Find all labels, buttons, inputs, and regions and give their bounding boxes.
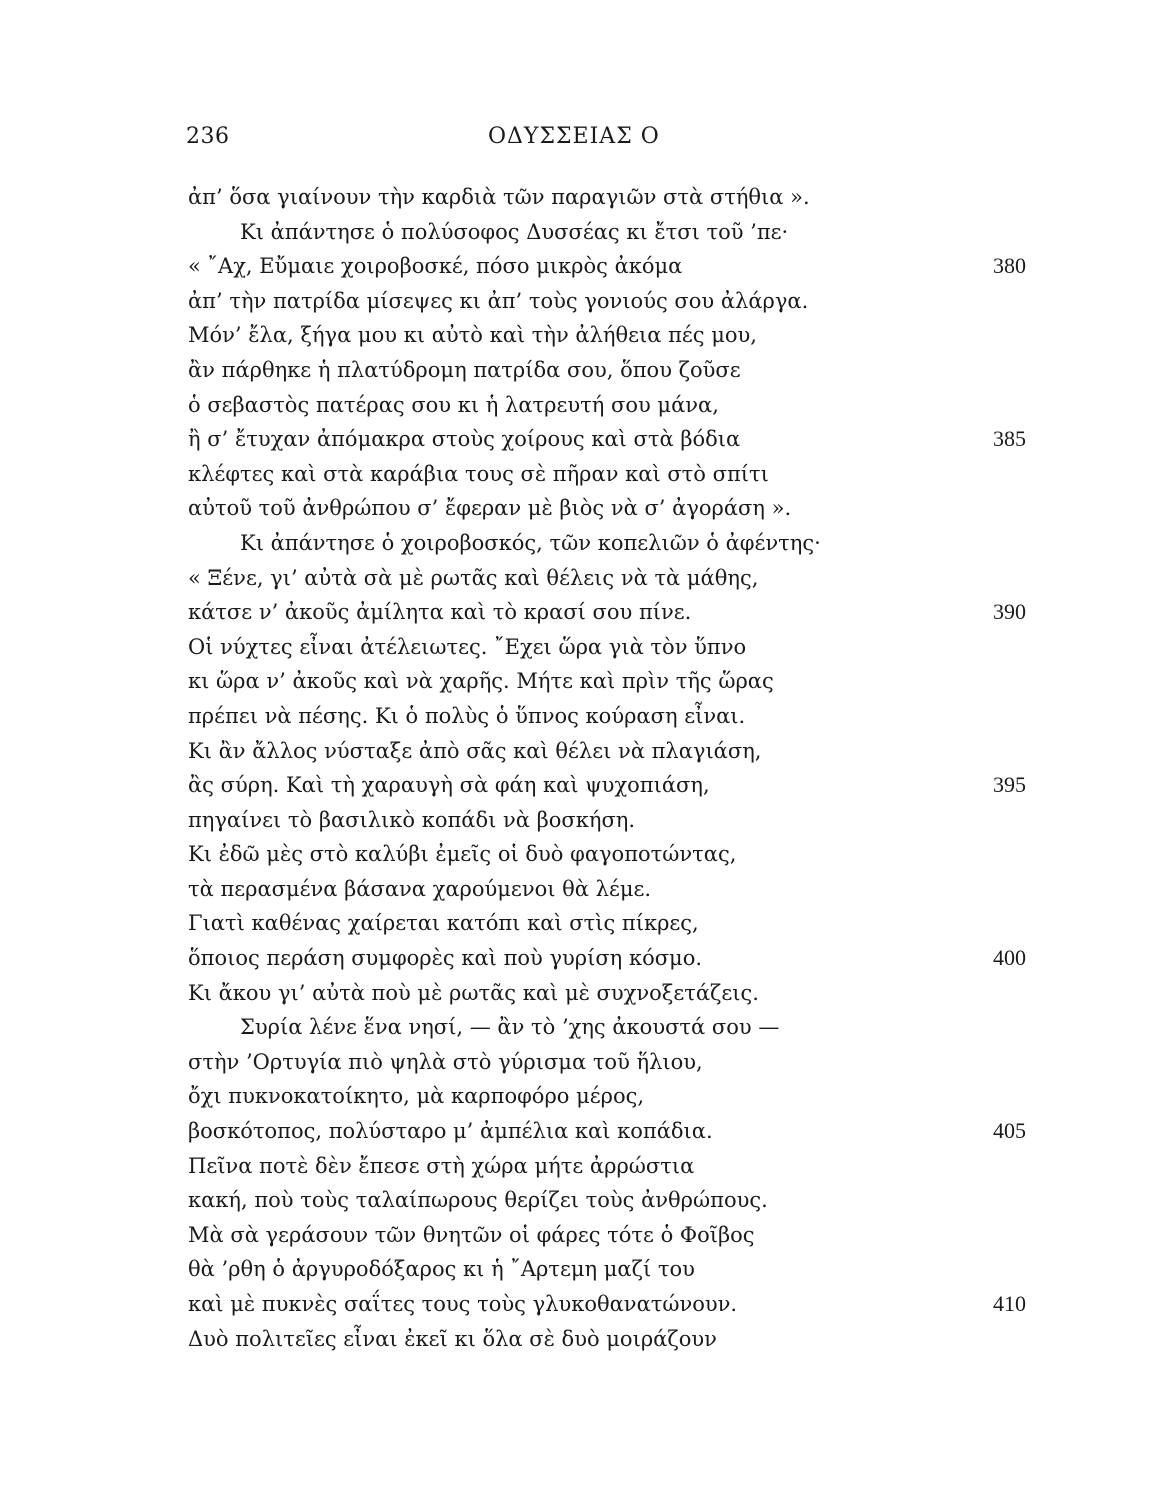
verse-line-number: 395 (993, 772, 1026, 798)
verse-text: πρέπει νὰ πέσης. Κι ὁ πολὺς ὁ ὕπνος κούραση εἶναι. (188, 703, 746, 728)
verse-line (188, 595, 1038, 630)
verse-text: κακή, ποὺ τοὺς ταλαίπωρους θερίζει τοὺς ἀνθρώπους. (188, 1188, 768, 1213)
verse-text: « ῎Αχ, Εὔμαιε χοιροβοσκέ, πόσο μικρὸς ἀκόμα (188, 254, 683, 279)
verse-line (188, 1252, 1038, 1287)
verse-text: καὶ μὲ πυκνὲς σαΐτες τους τοὺς γλυκοθανατώνουν. (188, 1292, 738, 1316)
verse-text: ἂν πάρθηκε ἡ πλατύδρομη πατρίδα σου, ὅπου ζοῦσε (188, 357, 741, 382)
verse-line (188, 1287, 1038, 1322)
verse-text: Γιατὶ καθένας χαίρεται κατόπι καὶ στὶς πίκρες, (188, 911, 699, 936)
verse-text: ὅποιος περάση συμφορὲς καὶ ποὺ γυρίση κόσμο. (188, 946, 703, 971)
verse-line (188, 837, 1038, 872)
verse-text: θὰ ’ρθη ὁ ἀργυροδόξαρος κι ἡ ῎Αρτεμη μαζί του (188, 1257, 695, 1282)
verse-line (188, 388, 1038, 423)
verse-line (188, 1114, 1038, 1149)
verse-text: κι ὥρα ν’ ἀκοῦς καὶ νὰ χαρῆς. Μήτε καὶ πρὶν τῆς ὥρας (188, 669, 774, 694)
verse-line-number: 390 (993, 599, 1026, 625)
verse-text: ὁ σεβαστὸς πατέρας σου κι ἡ λατρευτή σου μάνα, (188, 392, 719, 417)
verse-line-number: 385 (993, 426, 1026, 452)
verse-line (188, 180, 1038, 215)
verse-line (188, 976, 1038, 1011)
verse-text: Κι ἂν ἄλλος νύσταξε ἀπὸ σᾶς καὶ θέλει νὰ πλαγιάση, (188, 738, 762, 763)
verse-line (188, 1010, 1038, 1045)
verse-text: Κι ἀπάντησε ὁ πολύσοφος Δυσσέας κι ἔτσι τοῦ ’πε· (240, 219, 789, 244)
verse-line (188, 1045, 1038, 1080)
verse-line (188, 872, 1038, 907)
verse-text: « Ξένε, γι’ αὐτὰ σὰ μὲ ρωτᾶς καὶ θέλεις νὰ τὰ μάθης, (188, 565, 759, 590)
verse-line (188, 768, 1038, 803)
verse-text: κάτσε ν’ ἀκοῦς ἀμίλητα καὶ τὸ κρασί σου πίνε. (188, 600, 692, 625)
verse-text: Κι ἄκου γι’ αὐτὰ ποὺ μὲ ρωτᾶς καὶ μὲ συχνοξετάζεις. (188, 980, 759, 1005)
verse-line (188, 215, 1038, 250)
verse-line (188, 353, 1038, 388)
verse-text: Πεῖνα ποτὲ δὲν ἔπεσε στὴ χώρα μήτε ἀρρώστια (188, 1153, 695, 1178)
verse-text: ἀπ’ τὴν πατρίδα μίσεψες κι ἀπ’ τοὺς γονιούς σου ἀλάργα. (188, 288, 809, 313)
verse-line (188, 249, 1038, 284)
verse-text: Κι ἐδῶ μὲς στὸ καλύβι ἐμεῖς οἱ δυὸ φαγοποτώντας, (188, 842, 737, 867)
verse-line (188, 1183, 1038, 1218)
verse-text: ἢ σ’ ἔτυχαν ἀπόμακρα στοὺς χοίρους καὶ στὰ βόδια (188, 427, 741, 452)
verse-line (188, 1149, 1038, 1184)
verse-line (188, 1079, 1038, 1114)
verse-line (188, 941, 1038, 976)
running-title: ΟΔΥΣΣΕΙΑΣ Ο (488, 124, 660, 149)
verse-text: ὄχι πυκνοκατοίκητο, μὰ καρποφόρο μέρος, (188, 1084, 645, 1109)
page-number: 236 (186, 124, 230, 149)
verse-line (188, 630, 1038, 665)
verse-text: Δυὸ πολιτεῖες εἶναι ἐκεῖ κι ὅλα σὲ δυὸ μοιράζουν (188, 1326, 717, 1351)
verse-line (188, 284, 1038, 319)
verse-line-number: 380 (993, 253, 1026, 279)
verse-text: Κι ἀπάντησε ὁ χοιροβοσκός, τῶν κοπελιῶν ὁ ἀφέντης· (240, 530, 821, 555)
verse-line-number: 400 (993, 945, 1026, 971)
verse-text: Μὰ σὰ γεράσουν τῶν θνητῶν οἱ φάρες τότε ὁ Φοῖβος (188, 1222, 755, 1247)
verse-line (188, 906, 1038, 941)
verse-text: κλέφτες καὶ στὰ καράβια τους σὲ πῆραν καὶ στὸ σπίτι (188, 461, 769, 486)
verse-line (188, 1322, 1038, 1357)
verse-text: Μόν’ ἔλα, ξήγα μου κι αὐτὸ καὶ τὴν ἀλήθεια πές μου, (188, 323, 757, 348)
verse-text: στὴν ’Ορτυγία πιὸ ψηλὰ στὸ γύρισμα τοῦ ἥλιου, (188, 1049, 703, 1074)
page-header (186, 124, 1026, 158)
verse-line (188, 734, 1038, 769)
verse-text: πηγαίνει τὸ βασιλικὸ κοπάδι νὰ βοσκήση. (188, 807, 636, 832)
verse-line (188, 422, 1038, 457)
verse-line (188, 1218, 1038, 1253)
verse-text: βοσκότοπος, πολύσταρο μ’ ἀμπέλια καὶ κοπάδια. (188, 1119, 713, 1144)
verse-text: τὰ περασμένα βάσανα χαρούμενοι θὰ λέμε. (188, 876, 652, 901)
verse-text: ἂς σύρη. Καὶ τὴ χαραυγὴ σὰ φάη καὶ ψυχοπιάση, (188, 773, 710, 798)
verse-line (188, 457, 1038, 492)
verse-text: Οἱ νύχτες εἶναι ἀτέλειωτες. ῎Εχει ὥρα γιὰ τὸν ὕπνο (188, 634, 747, 659)
verse-line (188, 526, 1038, 561)
verse-text: Συρία λένε ἕνα νησί, — ἂν τὸ ’χης ἀκουστά σου — (240, 1015, 780, 1040)
verse-text: ἀπ’ ὅσα γιαίνουν τὴν καρδιὰ τῶν παραγιῶν στὰ στήθια ». (188, 185, 810, 209)
verse-line (188, 561, 1038, 596)
verse-text: αὐτοῦ τοῦ ἀνθρώπου σ’ ἔφεραν μὲ βιὸς νὰ σ’ ἀγοράση ». (188, 496, 792, 521)
verse-line (188, 318, 1038, 353)
verse-line (188, 491, 1038, 526)
poem-body (188, 180, 1038, 1356)
verse-line (188, 803, 1038, 838)
verse-line-number: 410 (993, 1291, 1026, 1316)
verse-line (188, 699, 1038, 734)
verse-line-number: 405 (993, 1118, 1026, 1144)
verse-line (188, 664, 1038, 699)
